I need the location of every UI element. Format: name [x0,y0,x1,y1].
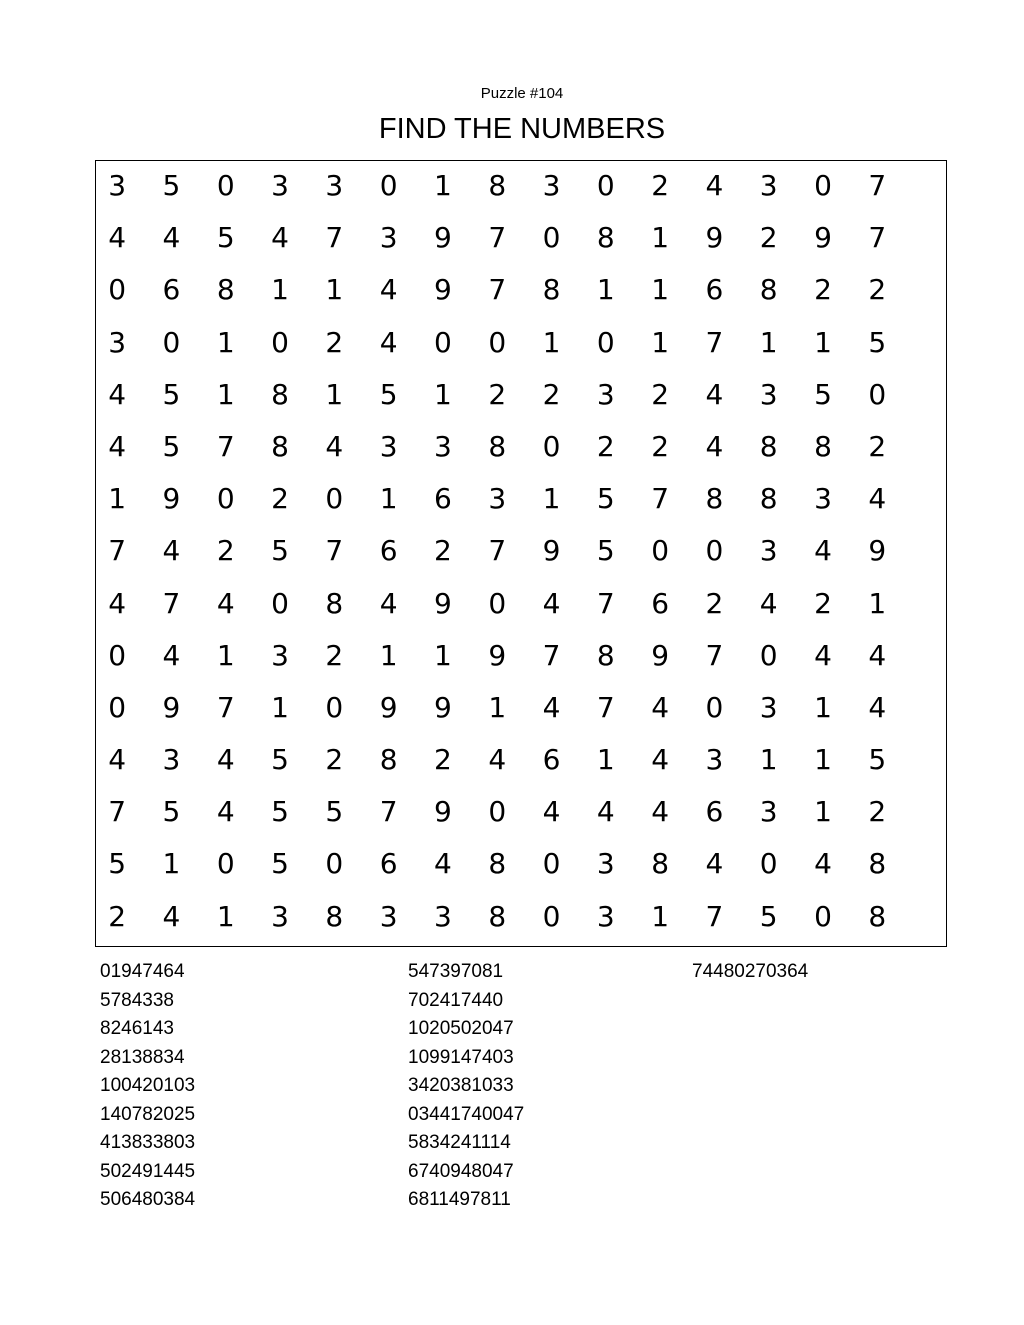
grid-cell: 1 [651,273,670,307]
grid-cell: 1 [216,377,235,411]
grid-cell: 7 [108,534,127,568]
grid-cell: 3 [542,169,561,202]
grid-cell: 2 [868,273,887,307]
grid-cell: 4 [108,743,127,777]
grid-cell: 4 [868,482,887,516]
grid-cell: 3 [814,482,832,516]
grid-cell: 4 [868,638,887,672]
grid-cell: 3 [162,743,181,777]
grid-cell: 4 [868,690,887,724]
grid-cell: 1 [814,690,832,724]
grid-cell: 8 [488,169,507,202]
grid-cell: 4 [325,429,344,463]
grid-cell: 0 [108,638,127,672]
grid-cell: 2 [814,586,832,620]
grid-cell: 4 [434,847,452,881]
word-list-item: 1020502047 [408,1018,514,1039]
grid-cell: 6 [379,534,398,568]
grid-cell: 4 [814,534,832,568]
grid-cell: 0 [542,847,561,881]
grid-cell: 7 [488,273,507,307]
grid-cell: 5 [325,795,344,829]
grid-cell: 4 [596,795,615,829]
grid-cell: 0 [705,690,724,724]
grid-cell: 7 [705,638,724,672]
grid-cell: 8 [759,273,778,307]
grid-cell: 7 [162,586,181,620]
grid-cell: 9 [651,638,670,672]
grid-cell: 4 [814,638,832,672]
grid-cell: 7 [868,169,887,202]
grid-cell: 9 [162,482,181,516]
word-list-item: 413833803 [100,1132,196,1153]
grid-cell: 5 [759,899,778,933]
grid-cell: 4 [216,586,235,620]
grid-cell: 0 [705,534,724,568]
puzzle-number: Puzzle #104 [480,85,564,102]
grid-cell: 1 [542,325,561,359]
grid-cell: 0 [216,169,235,202]
grid-cell: 7 [379,795,398,829]
word-list-column-2 [408,958,524,1215]
grid-cell: 1 [651,325,670,359]
grid-cell: 8 [542,273,561,307]
grid-cell: 2 [651,429,670,463]
grid-cell: 4 [542,795,561,829]
grid-cell: 7 [596,690,615,724]
grid-cell: 1 [325,377,344,411]
grid-cell: 7 [325,221,344,255]
grid-cell: 7 [542,638,561,672]
grid-cell: 3 [596,847,615,881]
grid-cell: 8 [216,273,235,307]
word-list-item: 01947464 [100,961,185,982]
grid-cell: 2 [434,743,452,777]
grid-cell: 3 [596,377,615,411]
word-list-column-1 [100,958,195,1215]
grid-cell: 6 [651,586,670,620]
grid-cell: 0 [488,795,507,829]
grid-cell: 1 [216,325,235,359]
grid-cell: 2 [325,743,344,777]
grid-cell: 5 [108,847,127,881]
grid-cell: 4 [162,534,181,568]
puzzle-grid [90,160,904,943]
word-list-item: 100420103 [100,1075,196,1096]
grid-cell: 5 [162,429,181,463]
grid-cell: 4 [651,743,670,777]
grid-cell: 8 [759,429,778,463]
grid-cell: 8 [868,847,887,881]
grid-cell: 3 [379,899,398,933]
grid-cell: 3 [596,899,615,933]
page-title: FIND THE NUMBERS [378,113,666,145]
grid-cell: 8 [488,847,507,881]
grid-cell: 5 [379,377,398,411]
grid-cell: 0 [759,638,778,672]
grid-cell: 3 [271,638,289,672]
grid-cell: 5 [271,847,289,881]
grid-cell: 0 [542,899,561,933]
grid-cell: 6 [379,847,398,881]
grid-cell: 8 [325,899,344,933]
grid-cell: 5 [868,325,887,359]
grid-cell: 4 [759,586,778,620]
grid-cell: 1 [434,169,452,202]
grid-cell: 1 [434,377,452,411]
grid-cell: 2 [868,795,887,829]
grid-cell: 1 [596,743,615,777]
grid-cell: 0 [379,169,398,202]
grid-cell: 9 [434,273,452,307]
word-list-item: 28138834 [100,1046,185,1068]
grid-cell: 0 [434,325,452,359]
grid-cell: 0 [325,690,344,724]
grid-cell: 9 [488,638,507,672]
grid-cell: 8 [271,429,289,463]
grid-cell: 1 [216,899,235,933]
grid-cell: 4 [705,429,724,463]
grid-cell: 3 [488,482,507,516]
grid-cell: 1 [379,638,398,672]
grid-cell: 8 [379,743,398,777]
grid-cell: 0 [488,586,507,620]
grid-cell: 4 [379,273,398,307]
grid-cell: 8 [759,482,778,516]
grid-cell: 7 [488,534,507,568]
grid-cell: 7 [325,534,344,568]
word-list-item: 3420381033 [408,1075,514,1096]
grid-cell: 2 [759,221,778,255]
grid-cell: 2 [216,534,235,568]
grid-cell: 4 [271,221,289,255]
grid-cell: 0 [271,586,289,620]
grid-cell: 0 [488,325,507,359]
grid-cell: 9 [434,586,452,620]
grid-cell: 5 [814,377,832,411]
grid-cell: 0 [868,377,887,411]
grid-cell: 1 [434,638,452,672]
grid-cell: 0 [216,482,235,516]
grid-cell: 4 [379,325,398,359]
grid-cell: 0 [651,534,670,568]
grid-cell: 4 [705,377,724,411]
grid-cell: 4 [488,743,507,777]
grid-cell: 1 [325,273,344,307]
grid-cell: 5 [162,377,181,411]
grid-cell: 2 [814,273,832,307]
grid-cell: 1 [216,638,235,672]
word-list-item: 8246143 [100,1018,174,1039]
word-list-item: 6740948047 [408,1160,514,1182]
word-list-item: 03441740047 [408,1103,525,1125]
grid-cell: 9 [542,534,561,568]
grid-cell: 5 [271,534,289,568]
grid-cell: 0 [596,169,615,202]
grid-cell: 9 [868,534,887,568]
grid-cell: 9 [434,221,452,255]
word-list-item: 502491445 [100,1160,196,1182]
grid-cell: 4 [814,847,832,881]
grid-cell: 4 [162,638,181,672]
grid-cell: 0 [542,429,561,463]
grid-cell: 4 [108,586,127,620]
grid-cell: 0 [271,325,289,359]
grid-cell: 7 [216,690,235,724]
grid-cell: 3 [379,221,398,255]
grid-cell: 0 [759,847,778,881]
grid-cell: 2 [542,377,561,411]
grid-cell: 4 [216,795,235,829]
grid-cell: 4 [108,221,127,255]
grid-cell: 8 [488,899,507,933]
grid-cell: 4 [108,429,127,463]
grid-cell: 8 [868,899,887,933]
grid-cell: 1 [108,482,127,516]
grid-cell: 7 [488,221,507,255]
grid-cell: 9 [162,690,181,724]
grid-cell: 7 [108,795,127,829]
grid-cell: 4 [542,690,561,724]
grid-cell: 2 [651,377,670,411]
grid-cell: 1 [759,743,778,777]
grid-cell: 5 [216,221,235,255]
grid-cell: 4 [651,690,670,724]
grid-cell: 1 [596,273,615,307]
grid-cell: 2 [271,482,289,516]
grid-cell: 5 [162,169,181,202]
grid-cell: 2 [325,325,344,359]
word-list-item: 506480384 [100,1189,196,1210]
grid-cell: 6 [705,273,724,307]
grid-cell: 8 [651,847,670,881]
grid-cell: 3 [271,899,289,933]
grid-cell: 1 [814,325,832,359]
grid-cell: 1 [651,899,670,933]
grid-cell: 3 [759,690,778,724]
grid-cell: 0 [108,273,127,307]
grid-cell: 5 [271,795,289,829]
grid-cell: 2 [434,534,452,568]
grid-cell: 3 [271,169,289,202]
grid-cell: 6 [434,482,452,516]
grid-cell: 2 [651,169,670,202]
grid-cell: 1 [162,847,181,881]
grid-cell: 7 [651,482,670,516]
word-list-item: 1099147403 [408,1046,514,1068]
grid-cell: 2 [596,429,615,463]
grid-cell: 4 [162,899,181,933]
grid-cell: 0 [162,325,181,359]
grid-cell: 1 [759,325,778,359]
word-list-column-3 [692,958,808,987]
grid-cell: 5 [868,743,887,777]
grid-cell: 3 [705,743,724,777]
grid-cell: 1 [651,221,670,255]
grid-cell: 2 [488,377,507,411]
grid-cell: 4 [651,795,670,829]
grid-cell: 0 [325,847,344,881]
grid-cell: 9 [814,221,832,255]
grid-cell: 0 [814,169,832,202]
grid-cell: 8 [596,638,615,672]
grid-cell: 9 [434,795,452,829]
grid-cell: 6 [162,273,181,307]
grid-cell: 1 [814,795,832,829]
word-list-item: 702417440 [408,989,504,1011]
word-list-item: 140782025 [100,1103,196,1125]
grid-cell: 3 [434,429,452,463]
grid-cell: 9 [379,690,398,724]
grid-cell: 3 [759,795,778,829]
grid-cell: 3 [325,169,344,202]
grid-cell: 8 [705,482,724,516]
grid-cell: 3 [108,325,127,359]
grid-cell: 3 [379,429,398,463]
word-list-item: 547397081 [408,961,504,982]
grid-cell: 0 [216,847,235,881]
grid-cell: 3 [108,169,127,202]
grid-cell: 1 [379,482,398,516]
grid-cell: 3 [434,899,452,933]
grid-cell: 9 [434,690,452,724]
grid-cell: 2 [705,586,724,620]
grid-cell: 4 [162,221,181,255]
grid-cell: 4 [108,377,127,411]
grid-cell: 0 [814,899,832,933]
grid-cell: 8 [488,429,507,463]
word-list-item: 6811497811 [408,1189,511,1210]
grid-cell: 4 [379,586,398,620]
grid-cell: 4 [542,586,561,620]
grid-cell: 9 [705,221,724,255]
grid-cell: 1 [814,743,832,777]
grid-cell: 8 [325,586,344,620]
grid-cell: 1 [868,586,887,620]
word-list-item: 5784338 [100,989,174,1011]
grid-cell: 7 [705,899,724,933]
grid-cell: 7 [705,325,724,359]
grid-cell: 1 [271,273,289,307]
grid-cell: 6 [542,743,561,777]
grid-cell: 1 [271,690,289,724]
grid-cell: 0 [596,325,615,359]
grid-cell: 1 [488,690,507,724]
grid-cell: 7 [216,429,235,463]
grid-cell: 0 [542,221,561,255]
word-list-item: 74480270364 [692,961,809,982]
grid-cell: 0 [108,690,127,724]
grid-cell: 5 [162,795,181,829]
grid-cell: 8 [271,377,289,411]
grid-cell: 2 [325,638,344,672]
grid-cell: 3 [759,534,778,568]
grid-cell: 0 [325,482,344,516]
grid-cell: 3 [759,169,778,202]
grid-cell: 4 [705,847,724,881]
grid-cell: 8 [596,221,615,255]
grid-cell: 5 [596,534,615,568]
grid-cell: 5 [596,482,615,516]
grid-cell: 3 [759,377,778,411]
grid-cell: 7 [868,221,887,255]
grid-cell: 2 [108,899,127,933]
grid-cell: 4 [216,743,235,777]
word-list-item: 5834241114 [408,1132,511,1153]
grid-cell: 2 [868,429,887,463]
grid-cell: 7 [596,586,615,620]
grid-cell: 1 [542,482,561,516]
grid-cell: 8 [814,429,832,463]
grid-cell: 4 [705,169,724,202]
grid-cell: 6 [705,795,724,829]
grid-cell: 5 [271,743,289,777]
